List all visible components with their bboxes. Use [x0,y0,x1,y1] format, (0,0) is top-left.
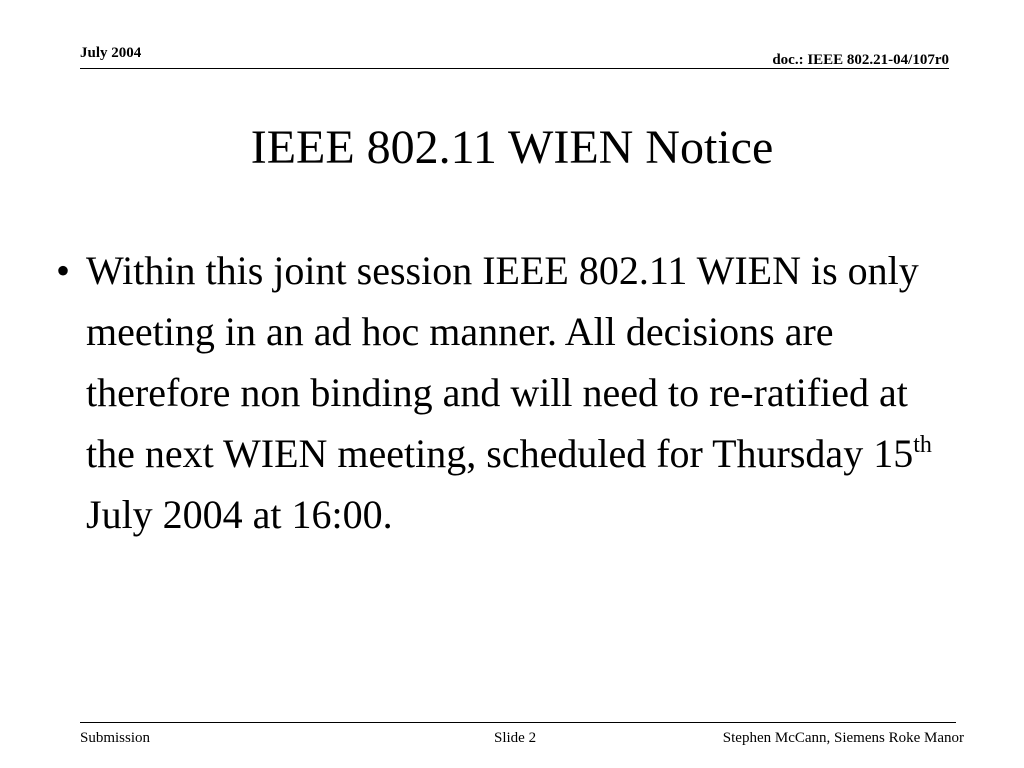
header-date: July 2004 [80,45,142,61]
footer-divider [80,722,956,723]
header-doc-id: doc.: IEEE 802.21-04/107r0 [772,52,949,68]
footer-author: Stephen McCann, Siemens Roke Manor [722,730,964,746]
bullet-dot-icon: • [56,248,71,293]
footer-slide-number: Slide 2 [494,730,537,746]
footer-submission: Submission [80,730,151,746]
bullet-text-end: July 2004 at 16:00. [86,492,393,537]
header-divider [80,68,949,69]
bullet-text: Within this joint session IEEE 802.11 WIEN is only meeting in an ad hoc manner. All decisions are therefore non binding and will need to re-ratified at the next WIEN meeting, scheduled for Thursday 15 [86,248,919,476]
slide-title: IEEE 802.11 WIEN Notice [250,121,774,174]
bullet-item [48,240,948,545]
bullet-superscript: th [913,432,932,458]
bullet-list [48,240,948,545]
